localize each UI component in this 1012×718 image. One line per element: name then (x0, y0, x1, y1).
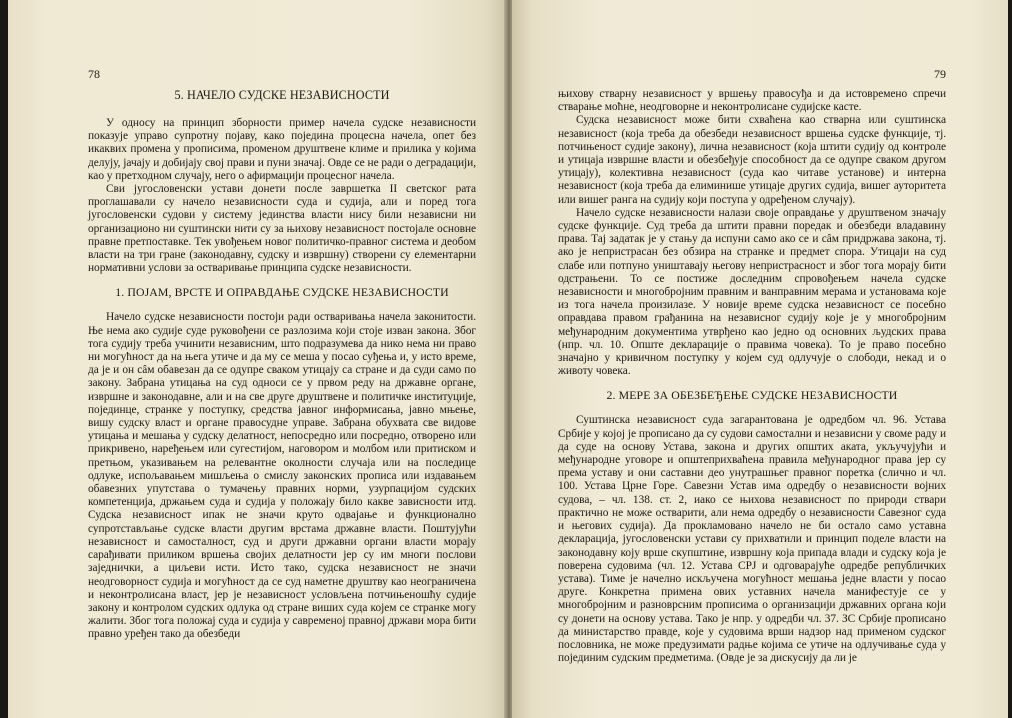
paragraph: У односу на принцип зборности пример начела судске независности показује управо супротну појаву, како појединa процесна начела, опет без икаквих промена у прописима, променом друштвене климе и прилика у којима делују, јачају и добијају свој прави и пуни значај. Овде се не ради о деградацији, као у претходном случају, него о афирмацији процесног начела. (88, 117, 476, 182)
paragraph: Начело судске независности постоји ради остваривања начела законитости. Ње нема ако судије суде руковођени се разлозима који стоје изван закона. Због тога судију треба учинити независним, што подразумева да нико нема ни право ни могућност да на њега утиче и да му се меша у посао суђења и, у исто време, да је и он сâм обавезан да се одупре сваком утицају са стране и да суди само по закону. Забрана утицања на суд односи се у првом реду на државне органе, извршне и законодавне, али и на све друге друштвене и политичке институције, појединце, странке у поступку, средства јавног информисања, јавно мњење, вишу судску власт и органе правосудне управе. Забрана обухвата све видове утицања и мешања у судску делатност, непосредно или посредно, отворено или прикривено, наређењем или сугестијом, наговором и молбом или притиском и претњом, указивањем на релевантне околности случаја или на последице одлуке, испољавањем мишљења о смислу законских прописа или издавањем обавезних упутстава о тумачењу правних норми, узурпацијом судских компетенција, држањем суда и судија у положају било какве зависности итд. Судска независност ипак не значи круто одвајање и функционално супротстављање судске власти другим врстама државне власти. Поштујући независност и самосталност, суд и други државни органи власти морају сарађивати приликом вршења својих делатности јер су им многи послови заједнички, а циљеви исти. Исто тако, судска независност не значи неодговорност судија и могућност да се суд наметне друштву као неограничена и неконтролисана власт, јер је независност условљена потчињеношћу судије закону и контролом судских одлука од стране виших суда којем се странке могу жалити. Због тога положај суда и судија у савременој правној држави мора бити правно уређен тако да обезбеди (88, 311, 476, 641)
paragraph: Сви југословенски устави донети после завршетка II светског рата проглашавали су начело независности суда и судија, али и поред тога југословенски судови у систему јединства власти нису били независни ни организационо ни суштински нити су за њихову независност постојале основне правне претпоставке. Тек увођењем новог политичко-правног система и деобом власти на три гране (законодавну, судску и извршну) створени су елементарни нормативни услови за остваривање принципа судске независности. (88, 183, 476, 275)
right-section-text (558, 414, 946, 665)
right-page (512, 0, 1008, 718)
left-intro-text (88, 117, 476, 275)
page-number-left: 78 (88, 67, 100, 81)
section-title-2: 2. МЕРЕ ЗА ОБЕЗБЕЂЕЊЕ СУДСКЕ НЕЗАВИСНОСТИ (606, 388, 898, 403)
page-number-right: 79 (934, 67, 946, 81)
paragraph-continued: њихову стварну независност у вршењу правосуђа и да истовремено спречи стварање моћне, неодговорне и неконтролисане судијске касте. (558, 88, 946, 114)
right-intro-text (558, 88, 946, 378)
paragraph: Судска независност може бити схваћена као стварна или суштинска независност (која треба да обезбеди независност вршења судске функције, тј. потчињеност судије закону), лична независност (која штити судију од контроле и утицаја извршне власти и обезбеђује способност да се одупре сваком другом утицају), колективна независност (суда као читаве установе) и интерна независност (која треба да елиминише утицаје других судија, вишег ауторитета или вишег ранга на судију који поступа у одређеном случају). (558, 114, 946, 206)
chapter-title: 5. НАЧЕЛО СУДСКЕ НЕЗАВИСНОСТИ (174, 88, 390, 102)
left-page (8, 0, 506, 718)
section-title-1: 1. ПОЈАМ, ВРСТЕ И ОПРАВДАЊЕ СУДСКЕ НЕЗАВИСНОСТИ (115, 285, 449, 300)
paragraph: Начело судске независности налази своје оправдање у друштвеном значају судске функције. Суд треба да штити правни поредак и обезбеди владавину права. Тај задатак је у стању да испуни само ако се и сâм придржава закона, тј. ако је непристрасан без обзира на странке и предмет спора. Утицаји на суд слабе или потпуно уништавају његову непристрасност и због тога морају бити одстрањени. То се постиже доследним спровођењем начела судске независности и многобројним правним и ванправним мерама и установама које из тога начела произилазе. У новије време судска независност се посебно оправдава правом грађанина на независног судију које је у многобројним међународним документима утврђено као једно од основних људских права (нпр. чл. 10. Опште декларације о правима човека). То је право посебно значајно у кривичном поступку у којем суд одлучује о слободи, некад и о животу човека. (558, 206, 946, 378)
paragraph: Суштинска независност суда загарантована је одредбом чл. 96. Устава Србије у којој је прописано да су судови самостални и независни у своме раду и да суде на основу Устава, закона и других општих аката, укључујући и међународне уговоре и општеприхваћена правила међународног права јер су према уставу и они саставни део унутрашњег правног поретка (слично и чл. 100. Устава Црне Горе. Савезни Устав има одредбу о независности војних судова, – чл. 138. ст. 2, иако се њихова независност по природи ствари практично не може остварити, али нема одредбу о независности Савезног суда и његових судија). Да прокламовано начело не би остало само уставна декларација, југословенски устави су прихватили и принцип поделе власти на законодавну коју врше скупштине, извршну која припада влади и судску која је поверена судовима (чл. 12. Устава СРЈ и одговарајуће одредбе републичких устава). Тиме је начелно искључена могућност мешања једне власти у посао друге. Конкретна примена ових уставних начела манифестује се у многобројним и разноврсним прописима о организацији државних органа који су донети на основу устава. Тако је нпр. у одредби чл. 37. ЗС Србије прописано да министарство правде, које у судовима врши надзор над применом судског пословника, не може предузимати радње којима се утиче на одлучивање суда у појединим судским предметима. (Овде је за дискусију да ли је (558, 414, 946, 665)
left-section-text (88, 311, 476, 641)
